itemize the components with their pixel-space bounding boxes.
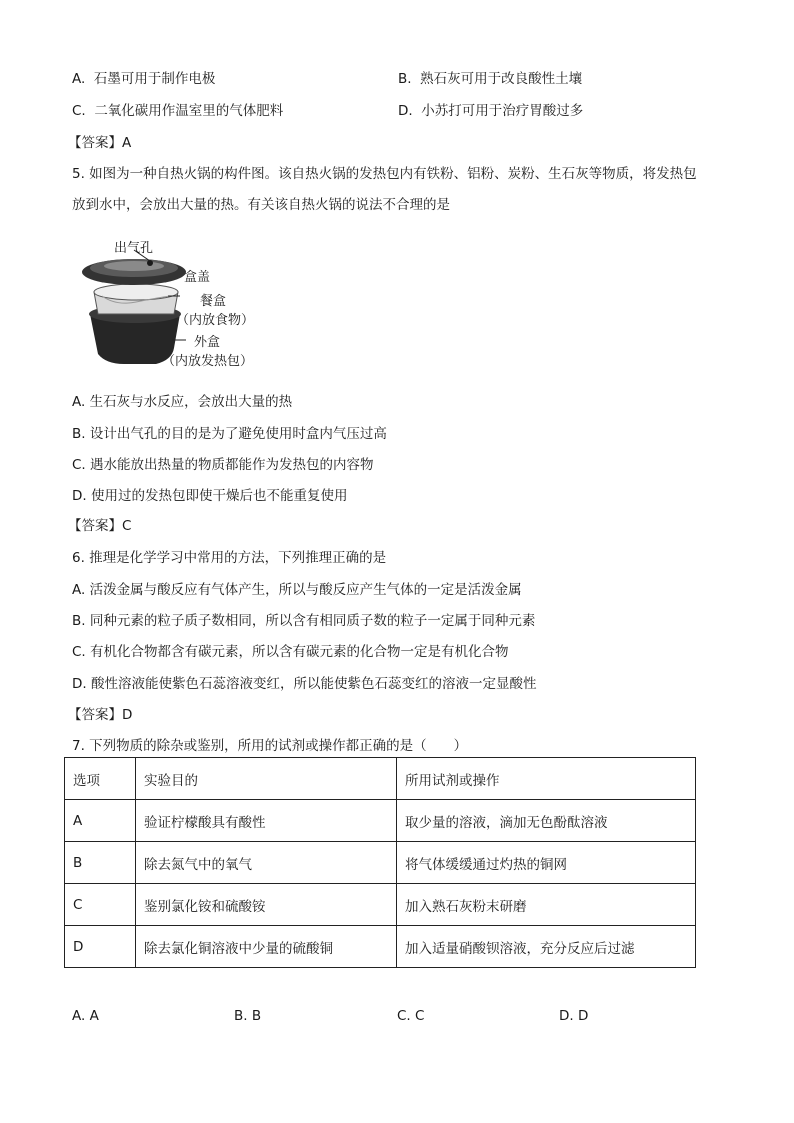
answer-value: C	[122, 518, 132, 534]
row-method: 将气体缓缓通过灼热的铜网	[397, 842, 696, 884]
header-purpose: 实验目的	[136, 758, 397, 800]
q6-option-d: D. 酸性溶液能使紫色石蕊溶液变红，所以能使紫色石蕊变红的溶液一定显酸性	[72, 676, 537, 692]
option-letter: D.	[398, 103, 413, 119]
label-outer-note: （内放发热包）	[162, 354, 254, 369]
hotpot-figure	[76, 236, 276, 370]
option-text: 二氧化碳用作温室里的气体肥料	[94, 103, 284, 119]
q5-option-a: A. 生石灰与水反应，会放出大量的热	[72, 394, 293, 410]
q4-option-b	[398, 67, 582, 87]
q7-stem: 7. 下列物质的除杂或鉴别，所用的试剂或操作都正确的是（ ）	[72, 738, 468, 754]
answer-key: 【答案】	[68, 707, 122, 723]
q6-option-a: A. 活泼金属与酸反应有气体产生，所以与酸反应产生气体的一定是活泼金属	[72, 582, 522, 598]
option-letter: C.	[72, 103, 86, 119]
row-option: C	[65, 884, 136, 926]
table-row	[65, 884, 696, 926]
q6-stem: 6. 推理是化学学习中常用的方法，下列推理正确的是	[72, 550, 387, 566]
option-letter: A.	[72, 71, 86, 87]
q7-choice-b: B. B	[234, 1008, 262, 1024]
q4-option-c	[72, 99, 283, 119]
q5-answer	[68, 514, 131, 534]
option-text: 熟石灰可用于改良酸性土壤	[420, 71, 583, 87]
q5-stem-line1: 5. 如图为一种自热火锅的构件图。该自热火锅的发热包内有铁粉、铝粉、炭粉、生石灰等物质，将发热包	[72, 166, 697, 182]
answer-value: A	[122, 135, 132, 151]
label-vent: 出气孔	[114, 241, 154, 256]
q7-choice-c: C. C	[397, 1008, 425, 1024]
row-option: D	[65, 926, 136, 968]
row-method: 加入适量硝酸钡溶液，充分反应后过滤	[397, 926, 696, 968]
label-meal-box: 餐盒	[200, 294, 227, 309]
q5-option-d: D. 使用过的发热包即使干燥后也不能重复使用	[72, 488, 348, 504]
answer-key: 【答案】	[68, 135, 122, 151]
q5-stem-line2: 放到水中，会放出大量的热。有关该自热火锅的说法不合理的是	[72, 197, 450, 213]
row-method: 取少量的溶液，滴加无色酚酞溶液	[397, 800, 696, 842]
header-method: 所用试剂或操作	[397, 758, 696, 800]
q4-answer	[68, 131, 131, 151]
row-purpose: 除去氮气中的氧气	[136, 842, 397, 884]
row-purpose: 验证柠檬酸具有酸性	[136, 800, 397, 842]
row-option: B	[65, 842, 136, 884]
table-row	[65, 842, 696, 884]
q4-option-d	[398, 99, 583, 119]
option-text: 小苏打可用于治疗胃酸过多	[421, 103, 584, 119]
label-lid: 盒盖	[184, 270, 211, 285]
label-outer-box: 外盒	[194, 335, 221, 350]
q6-option-b: B. 同种元素的粒子质子数相同，所以含有相同质子数的粒子一定属于同种元素	[72, 613, 536, 629]
table-row	[65, 926, 696, 968]
q6-answer	[68, 703, 132, 723]
table-header-row	[65, 758, 696, 800]
q7-table	[64, 757, 696, 968]
option-letter: B.	[398, 71, 412, 87]
q4-option-a	[72, 67, 215, 87]
q5-option-b: B. 设计出气孔的目的是为了避免使用时盒内气压过高	[72, 426, 387, 442]
q7-choice-a: A. A	[72, 1008, 99, 1024]
table-row	[65, 800, 696, 842]
header-option: 选项	[65, 758, 136, 800]
label-meal-note: （内放食物）	[176, 313, 255, 328]
row-purpose: 除去氯化铜溶液中少量的硫酸铜	[136, 926, 397, 968]
row-method: 加入熟石灰粉末研磨	[397, 884, 696, 926]
q7-choice-d: D. D	[559, 1008, 589, 1024]
row-purpose: 鉴别氯化铵和硫酸铵	[136, 884, 397, 926]
answer-value: D	[122, 707, 133, 723]
row-option: A	[65, 800, 136, 842]
q5-option-c: C. 遇水能放出热量的物质都能作为发热包的内容物	[72, 457, 374, 473]
option-text: 石墨可用于制作电极	[93, 71, 216, 87]
answer-key: 【答案】	[68, 518, 122, 534]
q6-option-c: C. 有机化合物都含有碳元素，所以含有碳元素的化合物一定是有机化合物	[72, 644, 509, 660]
